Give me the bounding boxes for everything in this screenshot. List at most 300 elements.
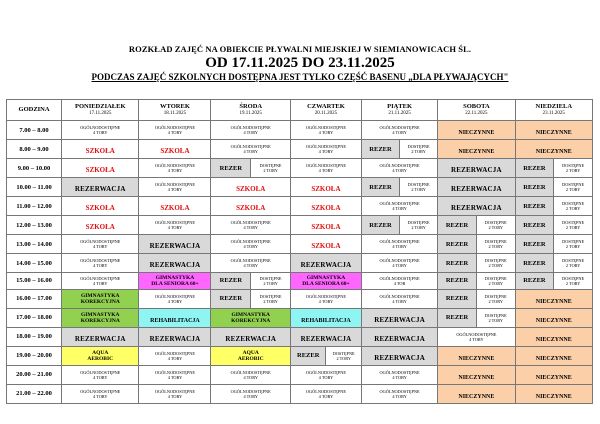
reservation-label: REZERWACJA <box>74 334 126 343</box>
available-label: DOSTĘPNE <box>407 220 430 225</box>
day-date: 20.11.2025 <box>314 111 338 116</box>
open-swim-label: OGÓLNODOSTĘPNE <box>80 239 121 244</box>
reservation-label: REZERWACJA <box>149 242 201 250</box>
column-header <box>361 100 437 121</box>
school-label: SZKOŁA <box>311 204 341 212</box>
schedule-cell <box>62 289 139 308</box>
lanes-count: 4 TORY <box>167 374 183 380</box>
day-name: PONIEDZIAŁEK <box>74 103 126 110</box>
day-date: 21.11.2025 <box>388 111 411 116</box>
schedule-cell <box>211 235 290 254</box>
lanes-count: 4 TORY <box>392 168 407 173</box>
table-row <box>7 159 593 178</box>
reserved-part: REZER <box>516 216 555 234</box>
schedule-cell <box>290 365 361 384</box>
school-label: SZKOŁA <box>311 242 341 250</box>
reserved-part: REZER <box>438 309 477 327</box>
available-part <box>554 235 592 253</box>
available-label: DOSTĘPNE <box>484 275 507 281</box>
schedule-cell <box>139 346 211 365</box>
lanes-count: 4 TORY <box>243 393 258 399</box>
schedule-cell <box>438 273 515 290</box>
column-header <box>139 100 211 121</box>
school-label: SZKOŁA <box>160 147 190 155</box>
open-swim-label: OGÓLNODOSTĘPNE <box>230 388 271 394</box>
schedule-cell <box>361 384 437 403</box>
schedule-cell <box>515 159 592 178</box>
activity-sublabel: AEROBIC <box>87 355 114 362</box>
open-swim-label: OGÓLNODOSTĘPNE <box>80 369 121 375</box>
schedule-cell <box>139 365 211 384</box>
day-name: WTOREK <box>160 103 190 110</box>
schedule-cell <box>62 254 139 273</box>
lanes-count: 4 TORY <box>167 393 183 399</box>
day-date: 19.11.2025 <box>239 111 262 116</box>
schedule-cell <box>62 159 139 178</box>
time-slot: 12.00 – 13.00 <box>7 216 62 235</box>
lanes-count: 4 TORY <box>392 298 407 304</box>
schedule-cell <box>139 159 211 178</box>
table-row <box>7 327 593 346</box>
reserved-part: REZER <box>211 159 251 177</box>
schedule-cell <box>211 384 290 403</box>
schedule-cell <box>438 235 515 254</box>
schedule-cell <box>139 273 211 290</box>
lanes-count: 4 TORY <box>243 263 258 268</box>
open-swim-label: OGÓLNODOSTĘPNE <box>80 388 121 394</box>
schedule-cell <box>211 121 290 140</box>
schedule-cell <box>361 346 437 365</box>
table-row <box>7 308 593 327</box>
time-slot: 16.00 – 17.00 <box>7 289 62 308</box>
activity-sublabel: DLA SENIORA 60+ <box>302 280 350 287</box>
schedule-cell <box>515 327 592 346</box>
available-part <box>477 235 515 253</box>
school-label: SZKOŁA <box>311 185 341 193</box>
available-part <box>251 273 290 289</box>
time-slot: 18.00 – 19.00 <box>7 327 62 346</box>
schedule-cell <box>290 254 361 273</box>
lanes-count: 2 TORY <box>488 263 503 268</box>
available-part <box>400 178 437 196</box>
lanes-count: 2 TORY <box>263 280 278 286</box>
lanes-count: 4 TORY <box>318 130 334 135</box>
time-slot: 8.00 – 9.00 <box>7 140 62 159</box>
schedule-cell <box>211 346 290 365</box>
available-part <box>326 347 361 365</box>
school-label: SZKOŁA <box>85 223 115 231</box>
schedule-cell <box>515 216 592 235</box>
day-name: GODZINA <box>18 106 50 113</box>
column-header <box>438 100 515 121</box>
schedule-cell <box>211 327 290 346</box>
closed-label: NIECZYNNE <box>535 336 572 343</box>
open-swim-label: OGÓLNODOSTĘPNE <box>230 125 271 130</box>
table-row <box>7 384 593 403</box>
lanes-count: 4 TORY <box>167 355 183 361</box>
schedule-cell <box>438 178 515 197</box>
lanes-count: 4 TORY <box>392 393 407 399</box>
time-slot: 13.00 – 14.00 <box>7 235 62 254</box>
open-swim-label: OGÓLNODOSTĘPNE <box>379 388 420 394</box>
lanes-count: 4 TORY <box>392 206 407 211</box>
schedule-cell <box>361 254 437 273</box>
lanes-count: 4 TORY <box>318 298 334 304</box>
available-label: DOSTĘPNE <box>562 201 585 206</box>
school-label: SZKOŁA <box>85 147 115 155</box>
schedule-cell <box>62 197 139 216</box>
schedule-cell <box>62 273 139 290</box>
available-part <box>251 159 290 177</box>
schedule-table <box>6 99 593 404</box>
lanes-count: 4 TORY <box>93 244 108 249</box>
schedule-cell <box>361 289 437 308</box>
available-label: DOSTĘPNE <box>562 182 585 187</box>
available-label: DOSTĘPNE <box>484 258 507 263</box>
lanes-count: 4 TORY <box>243 244 258 249</box>
rehab-label: REHABILITACJA <box>301 317 351 324</box>
schedule-cell <box>139 197 211 216</box>
lanes-count: 4 TORY <box>318 393 334 399</box>
schedule-cell <box>290 308 361 327</box>
open-swim-label: OGÓLNODOSTĘPNE <box>305 293 346 299</box>
available-part <box>554 273 592 289</box>
available-label: DOSTĘPNE <box>407 144 430 149</box>
activity-label: AQUA <box>92 349 109 356</box>
lanes-count: 4 TORY <box>318 168 334 173</box>
schedule-cell <box>438 159 515 178</box>
table-row <box>7 178 593 197</box>
reservation-label: REZERWACJA <box>451 166 502 174</box>
schedule-cell <box>139 254 211 273</box>
schedule-cell <box>139 235 211 254</box>
schedule-cell <box>438 327 515 346</box>
reservation-label: REZERWACJA <box>451 204 502 212</box>
reservation-label: REZERWACJA <box>225 334 277 343</box>
activity-sublabel: KOREKCYJNA <box>231 317 271 324</box>
open-swim-label: OGÓLNODOSTĘPNE <box>154 220 196 225</box>
day-name: NIEDZIELA <box>535 103 573 110</box>
activity-label: GIMNASTYKA <box>306 274 346 281</box>
reservation-label: REZERWACJA <box>300 261 352 269</box>
time-slot: 20.00 – 21.00 <box>7 365 62 384</box>
open-swim-label: OGÓLNODOSTĘPNE <box>154 350 196 356</box>
schedule-cell <box>290 140 361 159</box>
schedule-cell <box>211 365 290 384</box>
lanes-count: 2 TORY <box>565 187 581 192</box>
day-date: 23.11.2025 <box>542 111 565 116</box>
schedule-cell <box>290 273 361 290</box>
lanes-count: 4 TORY <box>318 149 334 154</box>
lanes-count: 2 TORY <box>565 280 581 286</box>
school-label: SZKOŁA <box>311 223 341 231</box>
available-label: DOSTĘPNE <box>259 275 282 281</box>
schedule-cell <box>438 346 515 365</box>
schedule-cell <box>515 235 592 254</box>
reserved-part: REZER <box>516 235 555 253</box>
reservation-label: REZERWACJA <box>74 185 126 193</box>
time-slot: 7.00 – 8.00 <box>7 121 62 140</box>
open-swim-label: OGÓLNODOSTĘPNE <box>230 258 271 263</box>
rehab-label: REHABILITACJA <box>150 317 200 324</box>
column-header <box>515 100 592 121</box>
school-label: SZKOŁA <box>236 204 266 212</box>
schedule-cell <box>515 197 592 216</box>
day-date: 22.11.2025 <box>465 111 488 116</box>
school-label: SZKOŁA <box>85 166 115 174</box>
time-slot: 9.00 – 10.00 <box>7 159 62 178</box>
header-row <box>7 100 593 121</box>
reservation-label: REZERWACJA <box>149 334 201 343</box>
schedule-cell <box>211 197 290 216</box>
open-swim-label: OGÓLNODOSTĘPNE <box>154 293 196 299</box>
schedule-cell <box>438 308 515 327</box>
schedule-cell <box>62 346 139 365</box>
table-row <box>7 254 593 273</box>
open-swim-label: OGÓLNODOSTĘPNE <box>80 125 121 130</box>
lanes-count: 2 TORY <box>411 149 426 154</box>
closed-label: NIECZYNNE <box>458 355 495 362</box>
closed-label: NIECZYNNE <box>535 298 572 305</box>
column-header <box>211 100 290 121</box>
table-row <box>7 235 593 254</box>
reservation-label: REZERWACJA <box>149 261 201 269</box>
closed-label: NIECZYNNE <box>535 374 572 381</box>
open-swim-label: OGÓLNODOSTĘPNE <box>80 275 121 281</box>
schedule-cell <box>361 327 437 346</box>
schedule-cell <box>290 235 361 254</box>
table-row <box>7 365 593 384</box>
schedule-cell <box>361 178 437 197</box>
reserved-part: REZER <box>211 273 251 289</box>
schedule-cell <box>62 178 139 197</box>
available-label: DOSTĘPNE <box>562 163 585 168</box>
open-swim-label: OGÓLNODOSTĘPNE <box>379 258 420 263</box>
available-part <box>554 197 592 215</box>
schedule-cell <box>62 365 139 384</box>
available-label: DOSTĘPNE <box>484 239 507 244</box>
table-row <box>7 346 593 365</box>
schedule-cell <box>139 121 211 140</box>
column-header <box>290 100 361 121</box>
schedule-cell <box>361 197 437 216</box>
activity-sublabel: KOREKCYJNA <box>80 317 120 324</box>
day-name: CZWARTEK <box>307 103 345 110</box>
lanes-count: 2 TORY <box>565 244 581 249</box>
schedule-cell <box>438 384 515 403</box>
schedule-cell <box>515 346 592 365</box>
open-swim-label: OGÓLNODOSTĘPNE <box>154 388 196 394</box>
schedule-cell <box>290 216 361 235</box>
reservation-label: REZERWACJA <box>451 185 502 193</box>
available-label: DOSTĘPNE <box>562 258 585 263</box>
open-swim-label: OGÓLNODOSTĘPNE <box>305 144 346 149</box>
table-row <box>7 289 593 308</box>
day-name: ŚRODA <box>239 103 263 110</box>
available-part <box>400 216 437 234</box>
closed-label: NIECZYNNE <box>535 355 572 362</box>
schedule-cell <box>290 178 361 197</box>
schedule-cell <box>62 235 139 254</box>
closed-label: NIECZYNNE <box>535 393 572 400</box>
open-swim-label: OGÓLNODOSTĘPNE <box>80 258 121 263</box>
lanes-count: 4 TORY <box>167 298 183 304</box>
reserved-part: REZER <box>438 235 477 253</box>
schedule-cell <box>62 384 139 403</box>
school-notice: PODCZAS ZAJĘĆ SZKOLNYCH DOSTĘPNA JEST TYLKO CZĘŚĆ BASENU „DLA PŁYWAJĄCYCH" <box>91 72 509 82</box>
schedule-cell <box>515 308 592 327</box>
reserved-part: REZER <box>516 159 555 177</box>
closed-label: NIECZYNNE <box>535 317 572 324</box>
lanes-count: 4 TORY <box>93 130 108 135</box>
day-name: PIĄTEK <box>387 103 413 110</box>
schedule-cell <box>361 121 437 140</box>
lanes-count: 4 TORY <box>318 374 334 380</box>
open-swim-label: OGÓLNODOSTĘPNE <box>230 220 271 225</box>
lanes-count: 2 TORY <box>336 355 351 361</box>
reserved-part: REZER <box>438 273 477 289</box>
table-row <box>7 197 593 216</box>
open-swim-label: OGÓLNODOSTĘPNE <box>379 239 420 244</box>
schedule-cell <box>361 140 437 159</box>
schedule-cell <box>290 159 361 178</box>
lanes-count: 2 TORY <box>411 187 426 192</box>
school-label: SZKOŁA <box>85 204 115 212</box>
schedule-cell <box>515 384 592 403</box>
open-swim-label: OGÓLNODOSTĘPNE <box>230 239 271 244</box>
open-swim-label: OGÓLNODOSTĘPNE <box>305 388 346 394</box>
schedule-cell <box>438 254 515 273</box>
school-label: SZKOŁA <box>236 185 266 193</box>
lanes-count: 4 TORY <box>392 374 407 380</box>
lanes-count: 2 TORY <box>565 225 581 230</box>
available-part <box>477 216 515 234</box>
table-row <box>7 121 593 140</box>
schedule-cell <box>211 140 290 159</box>
table-row <box>7 140 593 159</box>
available-label: DOSTĘPNE <box>562 239 585 244</box>
schedule-header <box>0 44 600 82</box>
open-swim-label: OGÓLNODOSTĘPNE <box>230 369 271 375</box>
schedule-cell <box>62 121 139 140</box>
reserved-part: REZER <box>516 273 555 289</box>
open-swim-label: OGÓLNODOSTĘPNE <box>154 163 196 168</box>
closed-label: NIECZYNNE <box>535 130 572 136</box>
table-row <box>7 273 593 290</box>
activity-sublabel: DLA SENIORA 60+ <box>151 280 199 287</box>
time-slot: 15.00 – 16.00 <box>7 273 62 290</box>
open-swim-label: OGÓLNODOSTĘPNE <box>230 144 271 149</box>
available-part <box>477 254 515 272</box>
lanes-count: 2 TORY <box>488 244 503 249</box>
schedule-cell <box>62 216 139 235</box>
lanes-count: 4 TORY <box>392 244 407 249</box>
available-label: DOSTĘPNE <box>259 163 282 168</box>
table-row <box>7 216 593 235</box>
closed-label: NIECZYNNE <box>535 149 572 155</box>
reserved-part: REZER <box>438 290 477 308</box>
open-swim-label: OGÓLNODOSTĘPNE <box>154 125 196 130</box>
lanes-count: 4 TORY <box>167 187 183 192</box>
schedule-cell <box>438 121 515 140</box>
schedule-cell <box>515 140 592 159</box>
lanes-count: 4 TORY <box>243 374 258 380</box>
schedule-cell <box>290 384 361 403</box>
activity-label: GIMNASTYKA <box>81 292 120 299</box>
column-header <box>7 100 62 121</box>
schedule-cell <box>515 289 592 308</box>
open-swim-label: OGÓLNODOSTĘPNE <box>154 369 196 375</box>
lanes-count: 2 TORY <box>488 298 503 304</box>
reservation-label: REZERWACJA <box>300 334 352 343</box>
lanes-count: 4 TORY <box>167 225 183 230</box>
available-label: DOSTĘPNE <box>562 275 585 281</box>
reserved-part: REZER <box>362 178 400 196</box>
lanes-count: 4 TORY <box>392 130 407 135</box>
open-swim-label: OGÓLNODOSTĘPNE <box>379 293 420 299</box>
available-label: DOSTĘPNE <box>484 220 507 225</box>
lanes-count: 4 TORY <box>167 168 183 173</box>
schedule-cell <box>290 346 361 365</box>
schedule-cell <box>62 327 139 346</box>
time-slot: 14.00 – 15.00 <box>7 254 62 273</box>
activity-label: GIMNASTYKA <box>155 274 195 281</box>
lanes-count: 4 TORY <box>243 149 258 154</box>
time-slot: 11.00 – 12.00 <box>7 197 62 216</box>
open-swim-label: OGÓLNODOSTĘPNE <box>305 369 346 375</box>
schedule-cell <box>290 327 361 346</box>
open-swim-label: OGÓLNODOSTĘPNE <box>379 275 420 281</box>
available-label: DOSTĘPNE <box>484 293 507 299</box>
schedule-cell <box>211 308 290 327</box>
available-part <box>400 140 437 158</box>
lanes-count: 4 TORY <box>392 263 407 268</box>
reserved-part: REZER <box>438 216 477 234</box>
open-swim-label: OGÓLNODOSTĘPNE <box>154 182 196 187</box>
lanes-count: 4 TORY <box>243 225 258 230</box>
available-part <box>554 254 592 272</box>
time-slot: 19.00 – 20.00 <box>7 346 62 365</box>
day-name: SOBOTA <box>463 103 490 110</box>
schedule-cell <box>438 289 515 308</box>
schedule-cell <box>139 178 211 197</box>
closed-label: NIECZYNNE <box>458 393 495 400</box>
school-label: SZKOŁA <box>160 204 190 212</box>
schedule-cell <box>361 308 437 327</box>
schedule-cell <box>515 254 592 273</box>
schedule-cell <box>438 197 515 216</box>
lanes-count: 2 TORY <box>411 225 426 230</box>
closed-label: NIECZYNNE <box>458 130 495 136</box>
open-swim-label: OGÓLNODOSTĘPNE <box>379 125 420 130</box>
reserved-part: REZER <box>516 178 555 196</box>
available-label: DOSTĘPNE <box>407 182 430 187</box>
available-part <box>477 309 515 327</box>
reservation-label: REZERWACJA <box>374 315 425 324</box>
document-title: ROZKŁAD ZAJĘĆ NA OBIEKCIE PŁYWALNI MIEJSKIEJ W SIEMIANOWICACH ŚL. <box>128 44 472 54</box>
column-header <box>62 100 139 121</box>
schedule-cell <box>290 289 361 308</box>
schedule-cell <box>62 308 139 327</box>
schedule-cell <box>438 216 515 235</box>
reserved-part: REZER <box>516 254 555 272</box>
available-part <box>251 290 290 308</box>
schedule-cell <box>361 216 437 235</box>
schedule-cell <box>139 327 211 346</box>
available-part <box>477 290 515 308</box>
open-swim-label: OGÓLNODOSTĘPNE <box>305 163 346 168</box>
lanes-count: 2 TORY <box>565 263 581 268</box>
